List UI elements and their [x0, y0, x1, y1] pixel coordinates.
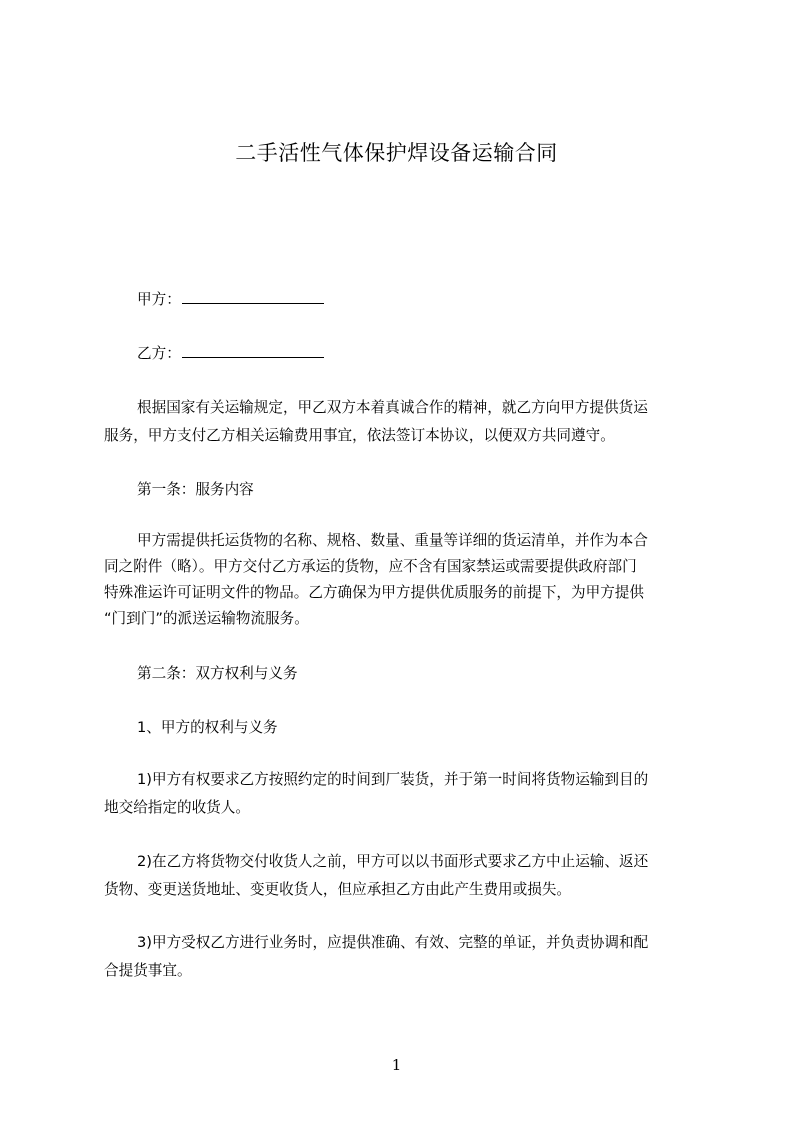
party-a-blank — [182, 290, 324, 304]
party-b-line — [137, 344, 699, 364]
item3-line-1: 3)甲方受权乙方进行业务时，应提供准确、有效、完整的单证，并负责协调和配 — [137, 934, 649, 951]
article2-heading: 第二条：双方权利与义务 — [137, 665, 298, 682]
party-a-label: 甲方： — [137, 291, 181, 308]
article1-heading: 第一条：服务内容 — [137, 481, 254, 498]
article1-line-4: “门到门”的派送运输物流服务。 — [104, 610, 309, 627]
document-title: 二手活性气体保护焊设备运输合同 — [235, 141, 558, 165]
article2-sub1: 1、甲方的权利与义务 — [137, 719, 278, 736]
intro-line-1: 根据国家有关运输规定，甲乙双方本着真诚合作的精神，就乙方向甲方提供货运 — [137, 399, 648, 416]
party-b-blank — [182, 344, 324, 358]
item3-line-2: 合提货事宜。 — [104, 962, 192, 979]
article1-line-3: 特殊准运许可证明文件的物品。乙方确保为甲方提供优质服务的前提下，为甲方提供 — [104, 584, 644, 601]
item1-line-2: 地交给指定的收货人。 — [104, 799, 250, 816]
party-b-label: 乙方： — [137, 345, 181, 362]
article1-line-1: 甲方需提供托运货物的名称、规格、数量、重量等详细的货运清单，并作为本合 — [137, 532, 648, 549]
party-a-line — [137, 290, 699, 310]
item2-line-2: 货物、变更送货地址、变更收货人，但应承担乙方由此产生费用或损失。 — [104, 881, 572, 898]
intro-line-2: 服务，甲方支付乙方相关运输费用事宜，依法签订本协议，以便双方共同遵守。 — [104, 427, 615, 444]
item2-line-1: 2)在乙方将货物交付收货人之前，甲方可以以书面形式要求乙方中止运输、返还 — [137, 853, 649, 870]
page-number: 1 — [391, 1056, 402, 1074]
article1-line-2: 同之附件（略）。甲方交付乙方承运的货物，应不含有国家禁运或需要提供政府部门 — [104, 558, 637, 575]
item1-line-1: 1)甲方有权要求乙方按照约定的时间到厂装货，并于第一时间将货物运输到目的 — [137, 771, 649, 788]
